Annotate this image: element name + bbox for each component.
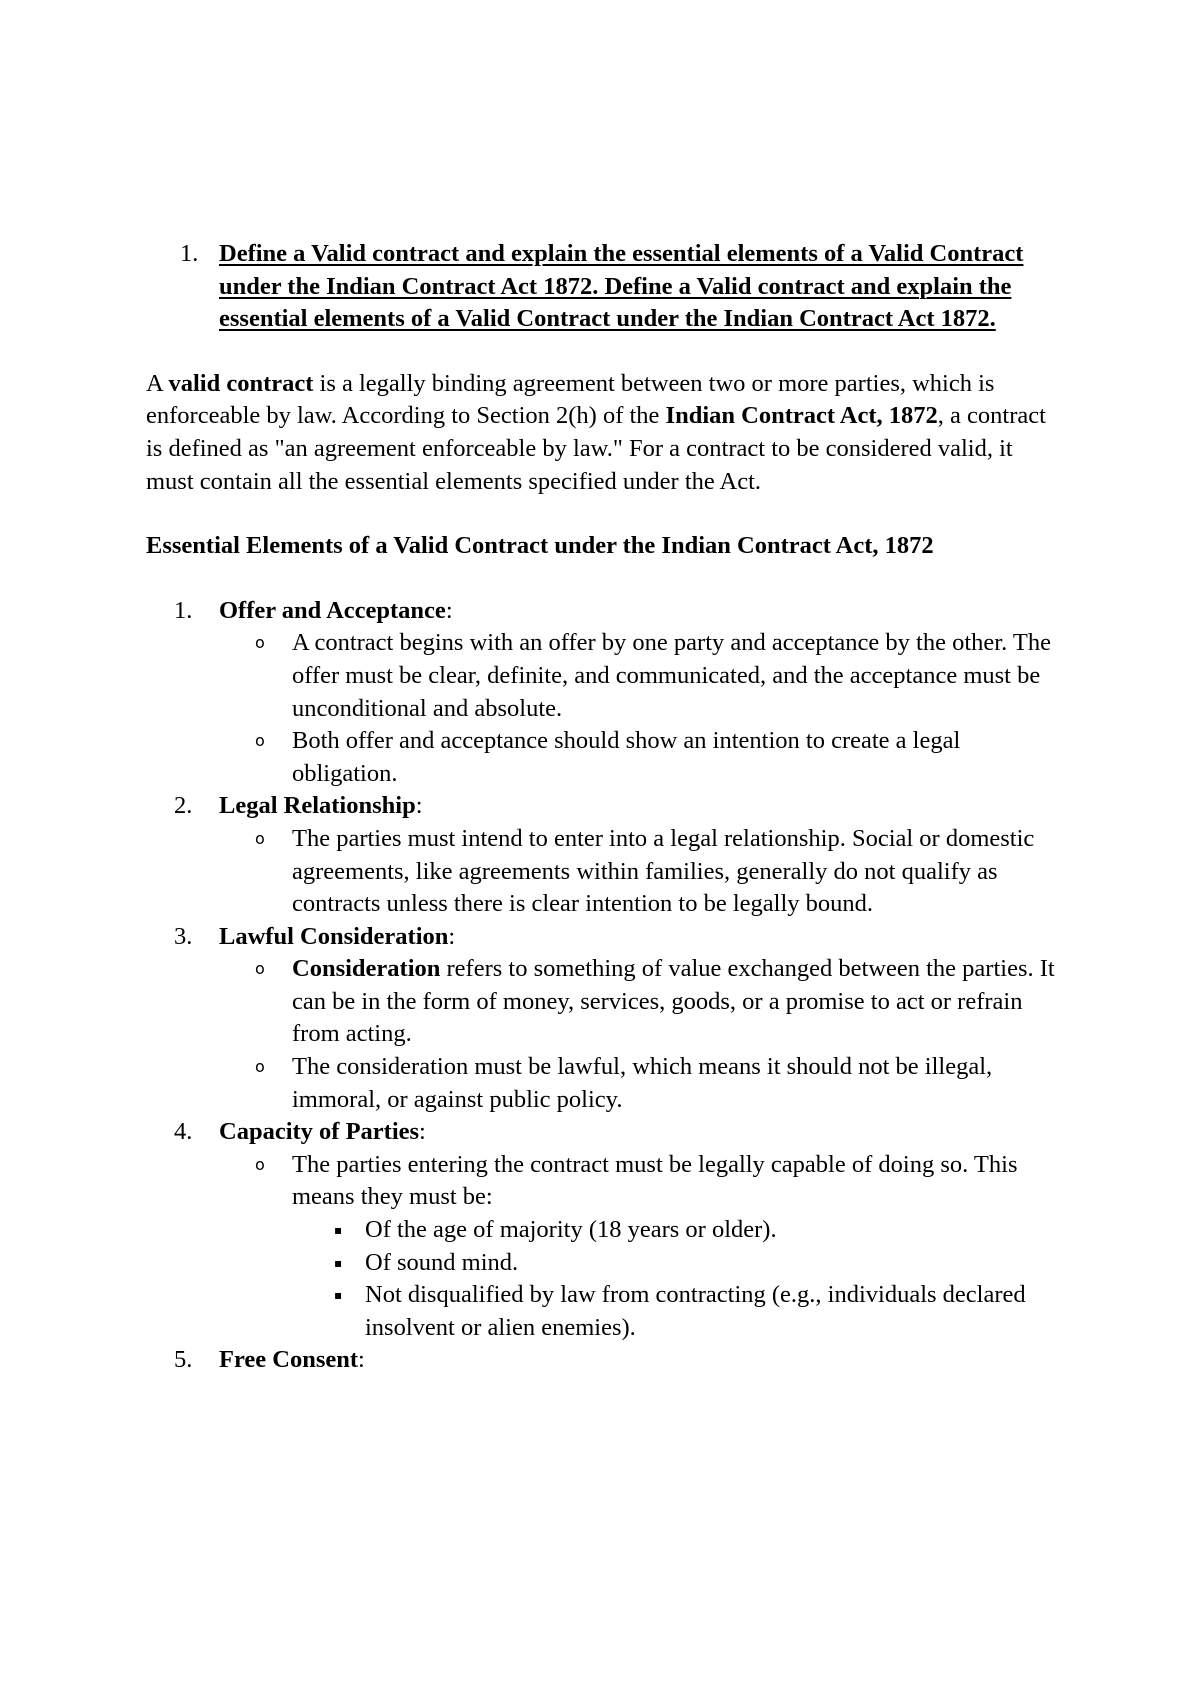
bullet-marker: o: [255, 633, 265, 653]
bullet-text: The parties entering the contract must be legally capable of doing so. This means they must be:: [292, 1150, 1018, 1211]
element-title-text: Lawful Consideration: [219, 922, 449, 950]
intro-text-1: A: [146, 369, 169, 397]
elements-list: [146, 595, 1066, 1377]
element-title-colon: :: [419, 1118, 426, 1146]
element-title: [219, 1344, 1066, 1377]
section-heading: Essential Elements of a Valid Contract under the Indian Contract Act, 1872: [146, 532, 934, 560]
bullet-marker: o: [255, 828, 265, 848]
bullet-text: Both offer and acceptance should show an intention to create a legal obligation.: [292, 727, 961, 787]
intro-paragraph: [146, 368, 1066, 498]
element-title-text: Legal Relationship: [219, 792, 416, 820]
element-item: [146, 1344, 1066, 1377]
sub-bullet-marker: ▪: [334, 1223, 343, 1238]
bullet-item: [219, 1051, 1066, 1116]
element-title: [219, 1116, 1066, 1149]
element-title-text: Capacity of Parties: [219, 1118, 420, 1146]
bullet-item: [219, 627, 1066, 725]
element-item: [146, 1116, 1066, 1344]
element-number: 4.: [174, 1118, 193, 1146]
bullet-text-rest: refers to something of value exchanged between the parties. It can be in the form of money, services, goods, or a promise to act or refrain from acting.: [292, 955, 1055, 1048]
bullet-marker: o: [255, 1154, 265, 1174]
element-title-text: Free Consent: [219, 1346, 359, 1374]
element-title: [219, 595, 1066, 628]
bullet-item: [219, 953, 1066, 1051]
question-number: 1.: [180, 240, 199, 267]
intro-text-2: is a legally binding agreement between two or more parties, which is enforceable by law. According to Section 2(h) of the: [146, 369, 995, 430]
bullet-bold-term: Consideration: [292, 955, 441, 983]
sub-bullet-text: Of the age of majority (18 years or older).: [365, 1216, 777, 1244]
element-number: 1.: [174, 596, 193, 624]
element-item: [146, 790, 1066, 920]
document-content: [146, 238, 1066, 1377]
intro-text-3: , a contract is defined as "an agreement enforceable by law." For a contract to be considered valid, it must contain all the essential elements specified under the Act.: [146, 402, 1046, 495]
bullet-text: [292, 955, 1055, 1047]
element-number: 2.: [174, 792, 193, 820]
bullet-text: The parties must intend to enter into a legal relationship. Social or domestic agreements, like agreements within families, generally do not qualify as contracts unless there is clear intention to be legally bound.: [292, 824, 1035, 918]
sub-bullet-text: Of sound mind.: [365, 1248, 519, 1276]
question-title: Define a Valid contract and explain the essential elements of a Valid Contract under the Indian Contract Act 1872. Define a Valid contract and explain the essential elements of a Valid Contract under the Indian Contract Act 1872.: [219, 240, 1024, 333]
element-title: [219, 790, 1066, 823]
sub-bullet-item: [292, 1247, 1066, 1280]
element-item: [146, 595, 1066, 791]
bullet-item: [219, 823, 1066, 921]
sub-bullet-item: [292, 1279, 1066, 1344]
element-item: [146, 921, 1066, 1117]
bullet-item: [219, 725, 1066, 790]
question-heading: [146, 238, 1066, 336]
element-title-text: Offer and Acceptance: [219, 596, 446, 624]
bullet-text: The consideration must be lawful, which means it should not be illegal, immoral, or against public policy.: [292, 1053, 993, 1113]
sub-bullet-marker: ▪: [334, 1288, 343, 1303]
element-title: [219, 921, 1066, 954]
bullet-marker: o: [255, 959, 265, 979]
sub-bullet-item: [292, 1214, 1066, 1247]
bullet-marker: o: [255, 1057, 265, 1077]
sub-bullet-marker: ▪: [334, 1255, 343, 1270]
intro-bold-2: Indian Contract Act, 1872: [665, 402, 938, 430]
bullet-marker: o: [255, 731, 265, 751]
element-title-colon: :: [445, 596, 453, 624]
sub-bullet-text: Not disqualified by law from contracting (e.g., individuals declared insolvent or alien enemies).: [365, 1281, 1026, 1341]
bullet-text: A contract begins with an offer by one party and acceptance by the other. The offer must be clear, definite, and communicated, and the acceptance must be unconditional and absolute.: [292, 629, 1051, 722]
element-number: 3.: [174, 922, 193, 950]
element-number: 5.: [174, 1346, 193, 1374]
element-title-colon: :: [415, 792, 423, 820]
element-title-colon: :: [448, 922, 456, 950]
element-title-colon: :: [358, 1346, 365, 1374]
intro-bold-1: valid contract: [168, 369, 314, 397]
bullet-item: [219, 1149, 1066, 1345]
